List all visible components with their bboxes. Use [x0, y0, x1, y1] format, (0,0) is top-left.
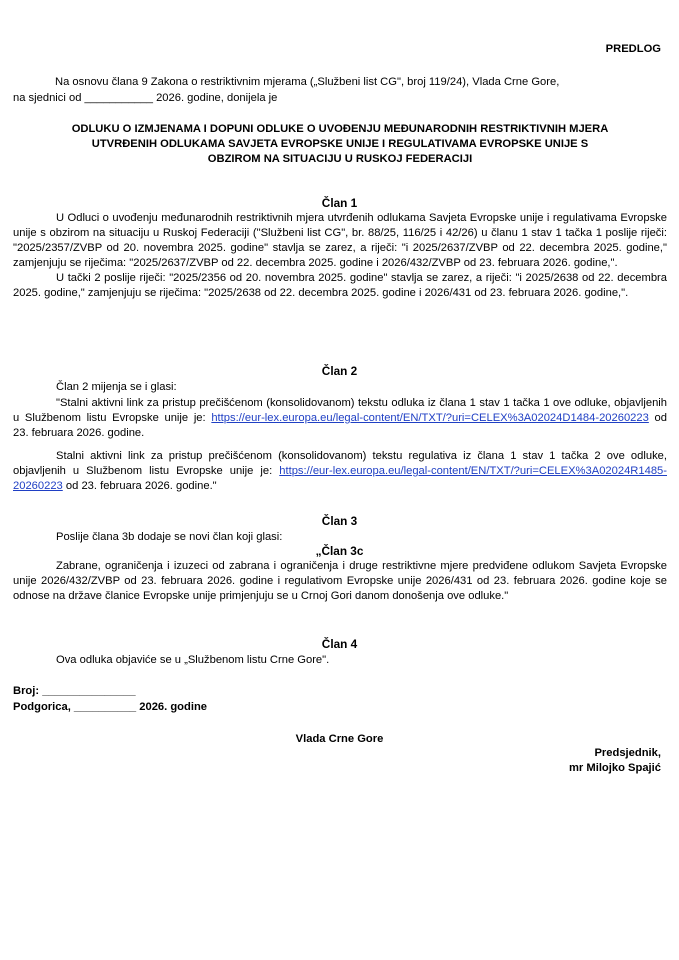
clan-2-paragraph-1-text: "Stalni aktivni link za pristup prečišćenom (konsolidovanom) tekstu odluka iz člana 1 stav 1 tačka 1 ove odluke, objavljenih u Službenom listu Evropske unije je: [13, 397, 667, 424]
document-title-line-3: OBZIROM NA SITUACIJU U RUSKOJ FEDERACIJI [207, 153, 473, 165]
clan-2-intro: Član 2 mijenja se i glasi: [56, 381, 177, 393]
clan-4-heading: Član 4 [321, 637, 358, 651]
clan-2-paragraph-2-end: od 23. februara 2026. godine." [62, 480, 217, 492]
clan-3c-heading: „Član 3c [315, 544, 364, 558]
clan-3c-paragraph: Zabrane, ograničenja i izuzeci od zabrana i ograničenja i druge restriktivne mjere predviđene odlukom Savjeta Evropske unije 2026/432/ZVBP od 23. februara 2026. godine i regulativom Evropske unije 2026/431 od 23. februara 2026. godine koje se odnose na države članice Evropske unije primjenjuju se u Crnoj Gori danom donošenja ove odluke." [13, 560, 667, 602]
signatory-role: Predsjednik, [594, 747, 661, 759]
clan-2-paragraph-2 [13, 449, 667, 494]
intro-line-2: na sjednici od ___________ 2026. godine, donijela je [13, 92, 278, 104]
clan-2-paragraph-2-text: Stalni aktivni link za pristup prečišćenom (konsolidovanom) tekstu regulativa iz člana 1 stav 1 tačka 2 ove odluke, objavljenih u Službenom listu Evropske unije je: [13, 450, 667, 477]
clan-2-paragraph-1 [13, 396, 667, 441]
document-title-line-1: ODLUKU O IZMJENAMA I DOPUNI ODLUKE O UVOĐENJU MEĐUNARODNIH RESTRIKTIVNIH MJERA [71, 123, 609, 135]
clan-2-paragraph-1-end: od 23. februara 2026. godine. [13, 412, 667, 439]
intro-line-1: Na osnovu člana 9 Zakona o restriktivnim mjerama („Službeni list CG", broj 119/24), Vlada Crne Gore, [55, 76, 560, 88]
clan-4-paragraph: Ova odluka objaviće se u „Službenom listu Crne Gore". [56, 654, 330, 666]
place-date-line: Podgorica, __________ 2026. godine [13, 701, 208, 713]
eur-lex-regulation-link[interactable]: https://eur-lex.europa.eu/legal-content/EN/TXT/?uri=CELEX%3A02024R1485-20260223 [13, 465, 667, 492]
clan-1-heading: Član 1 [321, 196, 358, 210]
broj-line: Broj: _______________ [13, 685, 136, 697]
clan-3-intro: Poslije člana 3b dodaje se novi član koji glasi: [56, 531, 283, 543]
government-name: Vlada Crne Gore [295, 733, 384, 745]
clan-1-paragraph-1: U Odluci o uvođenju međunarodnih restriktivnih mjera utvrđenih odlukama Savjeta Evropske unije i regulativama Evropske unije s obzirom na situaciju u Ruskoj Federaciji ("Službeni list CG", br. 88/25, 116/25 i 42/26) u članu 1 stav 1 tačka 1 poslije riječi: "2025/2357/ZVBP od 20. novembra 2025. godine" stavlja se zarez, a riječi: "i 2025/2637/ZVBP od 22. decembra 2025. godine," zamjenjuju se riječima: "2025/2637/ZVBP od 22. decembra 2025. godine i 2026/432/ZVBP od 23. februara 2026. godine,". [13, 212, 667, 269]
predlog-label: PREDLOG [605, 43, 661, 55]
clan-1-paragraph-2: U tački 2 poslije riječi: "2025/2356 od 20. novembra 2025. godine" stavlja se zarez, a riječi: "i 2025/2638 od 22. decembra 2025. godine," zamjenjuju se riječima: "2025/2638 od 22. decembra 2025. godine i 2026/431 od 23. februara 2026. godine,". [13, 272, 667, 299]
clan-2-heading: Član 2 [321, 364, 358, 378]
signatory-name: mr Milojko Spajić [568, 762, 661, 774]
eur-lex-decision-link[interactable]: https://eur-lex.europa.eu/legal-content/EN/TXT/?uri=CELEX%3A02024D1484-20260223 [211, 412, 649, 424]
clan-3-heading: Član 3 [321, 514, 358, 528]
document-title-line-2: UTVRĐENIH ODLUKAMA SAVJETA EVROPSKE UNIJE I REGULATIVAMA EVROPSKE UNIJE S [91, 138, 589, 150]
